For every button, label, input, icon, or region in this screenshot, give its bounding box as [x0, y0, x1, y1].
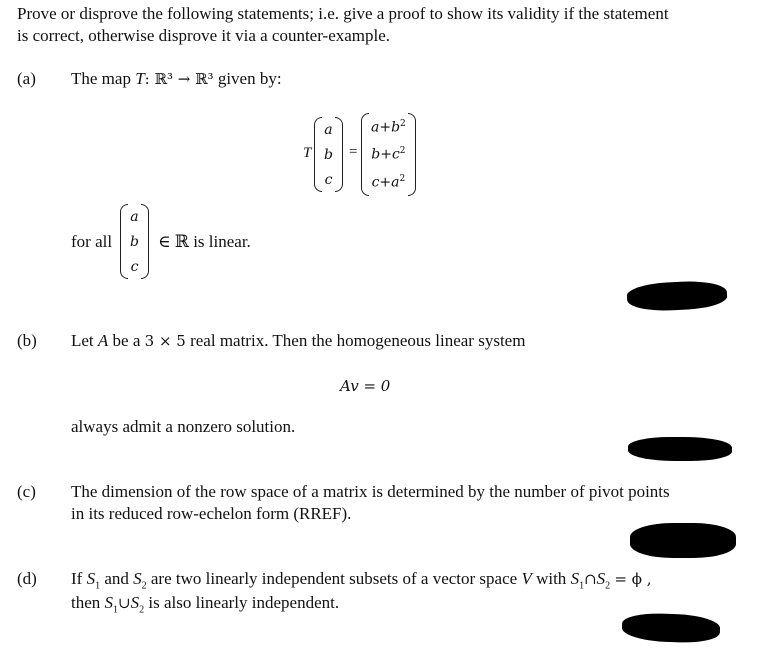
redaction-mark-1 [626, 279, 727, 312]
intro-line-2: is correct, otherwise disprove it via a counter-example. [17, 26, 391, 45]
item-a-forall-text: for all [71, 232, 113, 251]
eq-equals: = [349, 144, 358, 160]
item-c-label: (c) [17, 482, 36, 501]
eq-output-vector [361, 113, 416, 196]
eq-input-vector [314, 117, 343, 192]
item-a-text-a: The map [71, 69, 131, 88]
item-a-statement [71, 69, 282, 89]
item-b-statement: Let A be a 3 × 5 real matrix. Then the homogeneous linear system [71, 331, 526, 350]
item-a-forall-tail: ∈ ℝ is linear. [158, 232, 251, 251]
eq-in-b: b [324, 146, 333, 163]
item-b-text-after: always admit a nonzero solution. [71, 417, 296, 436]
eq-out-3: $c+a^2$ [371, 173, 406, 191]
eq-in-a: a [324, 121, 333, 138]
item-a-text-b: given by: [217, 69, 282, 88]
item-b-equation: Av = 0 [340, 377, 391, 395]
matrix-symbol: A [97, 331, 109, 350]
forall-vector: a b c [120, 204, 149, 279]
eq-out-1: $a+b^2$ [371, 118, 406, 136]
matrix-dims: 3 × 5 [144, 332, 186, 350]
redaction-mark-3 [630, 523, 736, 558]
eq-in-c: c [324, 171, 333, 188]
item-d-line-1: If $S_1$ and $S_2$ are two linearly independent subsets of a vector space V with $S_1\cap S_2 = \phi$ , [71, 569, 652, 592]
redaction-mark-4 [622, 612, 721, 643]
item-a-label: (a) [17, 69, 36, 88]
item-a-map-rest: : ℝ³ → ℝ³ [144, 70, 214, 88]
eq-T-symbol: T [303, 145, 312, 161]
item-c-line-2: in its reduced row-echelon form (RREF). [71, 504, 352, 523]
item-c-line-1: The dimension of the row space of a matrix is determined by the number of pivot points [71, 482, 670, 501]
eq-out-2: $b+c^2$ [371, 146, 406, 163]
intro-line-1: Prove or disprove the following statements; i.e. give a proof to show its validity if the statement [17, 4, 669, 23]
item-b-label: (b) [17, 331, 37, 350]
redaction-mark-2 [628, 437, 732, 461]
item-d-label: (d) [17, 569, 37, 588]
item-d-line-2: then $S_1\cup S_2$ is also linearly independent. [71, 593, 340, 616]
item-a-map-symbol: T [135, 69, 145, 88]
